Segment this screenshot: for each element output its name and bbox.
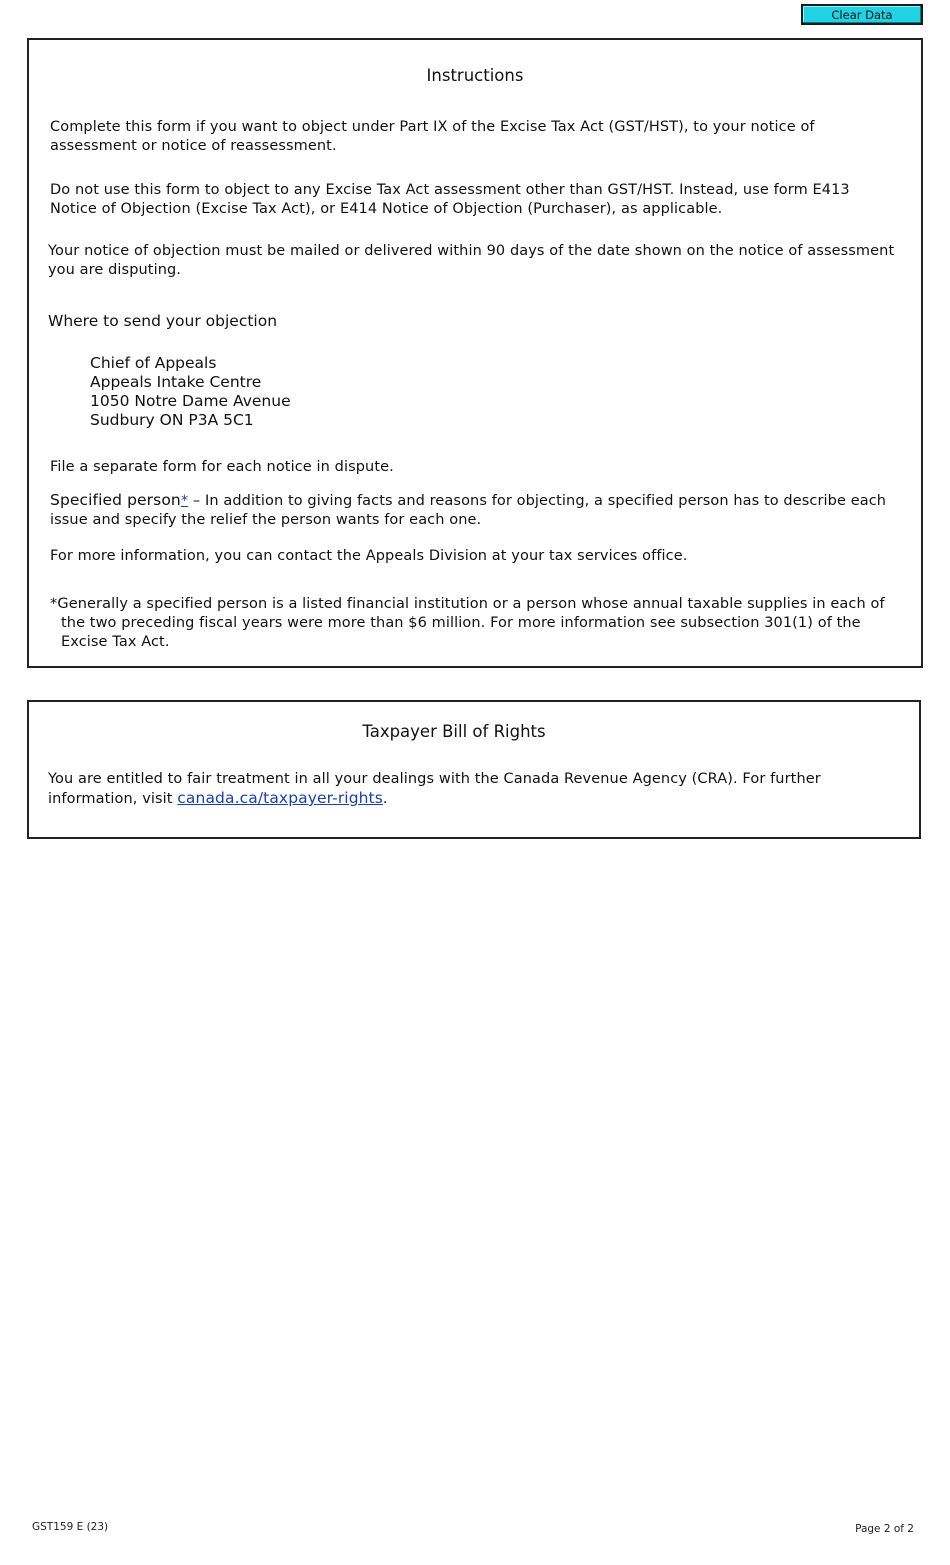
specified-person-text: – In addition to giving facts and reasons for objecting, a specified person has to describe each issue and specify the relief the person wants for each one.: [50, 493, 887, 528]
instructions-section: [27, 38, 923, 668]
address-line: Sudbury ON P3A 5C1: [90, 411, 254, 429]
separate-form-note: File a separate form for each notice in dispute.: [50, 459, 394, 475]
form-code: GST159 E (23): [32, 1521, 109, 1533]
taxpayer-rights-section: [27, 700, 921, 839]
instructions-heading: Instructions: [426, 66, 524, 85]
clear-data-button[interactable]: Clear Data: [801, 4, 923, 25]
address-line: Appeals Intake Centre: [90, 373, 262, 391]
page-number: Page 2 of 2: [855, 1523, 914, 1535]
footnote-mark: *: [50, 596, 58, 612]
rights-text: You are entitled to fair treatment in all your dealings with the Canada Revenue Agency (CRA). For further information, visit: [48, 771, 821, 807]
mailing-address: [90, 354, 291, 430]
more-info-paragraph: For more information, you can contact the Appeals Division at your tax services office.: [50, 548, 688, 564]
taxpayer-rights-link[interactable]: canada.ca/taxpayer-rights: [177, 789, 383, 807]
address-line: 1050 Notre Dame Avenue: [90, 392, 291, 410]
instructions-paragraph-3: Your notice of objection must be mailed or delivered within 90 days of the date shown on the notice of assessment you are disputing.: [48, 243, 895, 278]
specified-person-paragraph: [50, 491, 900, 530]
rights-period: .: [382, 791, 388, 807]
instructions-paragraph-1: Complete this form if you want to object under Part IX of the Excise Tax Act (GST/HST), to your notice of assessment or notice of reassessment.: [50, 119, 815, 154]
taxpayer-rights-heading: Taxpayer Bill of Rights: [362, 722, 546, 741]
footnote-text: Generally a specified person is a listed financial institution or a person whose annual taxable supplies in each of the two preceding fiscal years were more than $6 million. For more information see subsection 301(1) of the Excise Tax Act.: [57, 596, 885, 650]
address-line: Chief of Appeals: [90, 354, 217, 372]
instructions-paragraph-2: Do not use this form to object to any Excise Tax Act assessment other than GST/HST. Instead, use form E413 Notice of Objection (Excise Tax Act), or E414 Notice of Objection (Purchaser), as applicable.: [50, 182, 850, 217]
specified-person-term: Specified person: [50, 491, 181, 509]
footnote: [50, 595, 890, 652]
taxpayer-rights-text: [48, 770, 878, 809]
where-to-send-heading: Where to send your objection: [48, 312, 278, 330]
footnote-reference-link[interactable]: *: [180, 493, 189, 509]
